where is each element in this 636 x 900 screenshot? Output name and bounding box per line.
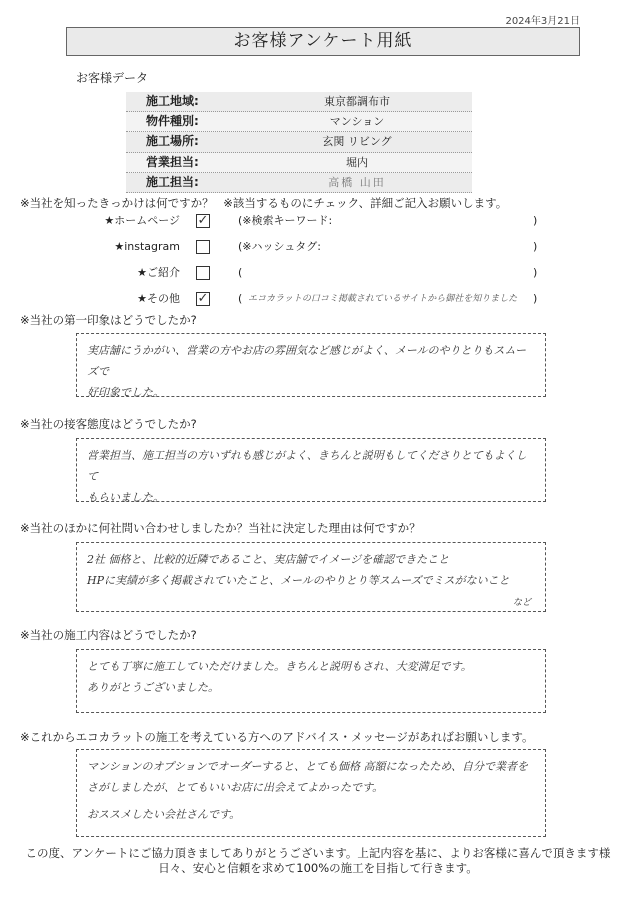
- source-label: ★instagram: [114, 240, 180, 253]
- question-source-instruction: ※該当するものにチェック、詳細ご記入お願いします。: [223, 196, 508, 210]
- source-label: ★ホームページ: [104, 214, 180, 227]
- answer-line: 実店舗にうかがい、営業の方やお店の雰囲気など感じがよく、メールのやりとりもスムーズで: [87, 344, 527, 378]
- source-row-other: [0, 289, 636, 309]
- info-value: 東京都調布市: [324, 95, 390, 108]
- info-label: 施工地域:: [146, 94, 199, 108]
- answer-line: さがしましたが、とてもいいお店に出会えてよかったです。: [87, 781, 384, 794]
- paren-close: ): [533, 214, 538, 227]
- info-row-installer: [126, 173, 472, 193]
- survey-date: 2024年3月21日: [505, 16, 580, 27]
- answer-line: ありがとうございました。: [87, 681, 219, 694]
- answer-line: 2社 価格と、比較的近隣であること、実店舗でイメージを確認できたこと: [87, 553, 450, 566]
- source-label: ★ご紹介: [137, 266, 180, 279]
- info-label: 物件種別:: [146, 114, 199, 129]
- source-detail: (※検索キーワード:: [238, 214, 333, 227]
- source-detail: (: [238, 266, 243, 279]
- answer-competitors: [76, 542, 546, 612]
- info-label: 営業担当:: [146, 154, 199, 169]
- paren-close: ): [533, 266, 538, 279]
- paren-close: ): [533, 292, 538, 305]
- answer-line: 好印象でした。: [87, 386, 164, 399]
- info-row-area: [126, 92, 472, 112]
- answer-construction: [76, 649, 546, 713]
- answer-line: マンションのオプションでオーダーすると、とても価格 高額になったため、自分で業者を: [87, 760, 529, 773]
- answer-line: 営業担当、施工担当の方いずれも感じがよく、きちんと説明もしてくださりとてもよくして: [87, 449, 527, 483]
- checkbox-instagram[interactable]: [196, 240, 210, 254]
- source-detail: (: [238, 292, 243, 305]
- source-row-instagram: [0, 237, 636, 257]
- footer-line-1: この度、アンケートにご協力頂きましてありがとうございます。上記内容を基に、よりお客様に喜んで頂きます様: [25, 846, 611, 860]
- info-value: 玄関 リビング: [322, 135, 392, 149]
- question-competitors: ※当社のほかに何社問い合わせしましたか？当社に決定した理由は何ですか？: [20, 521, 421, 535]
- answer-line: とても丁寧に施工していただけました。きちんと説明もされ、大変満足です。: [87, 660, 472, 673]
- answer-line: もらいました。: [87, 491, 164, 504]
- info-row-sales: [126, 153, 472, 173]
- checkbox-homepage[interactable]: ✓: [197, 213, 209, 228]
- info-label: 施工場所:: [146, 134, 199, 149]
- question-first-impression: ※当社の第一印象はどうでしたか?: [20, 313, 197, 327]
- info-row-location: [126, 132, 472, 152]
- question-advice: ※これからエコカラットの施工を考えている方へのアドバイス・メッセージがあればお願いします。: [20, 730, 534, 744]
- footer-line-2: 日々、安心と信頼を求めて100%の施工を目指して行きます。: [158, 861, 478, 875]
- source-detail: (※ハッシュタグ:: [238, 240, 321, 253]
- customer-data-table: [126, 92, 472, 193]
- info-value-handwritten: 高橋 山田: [328, 175, 386, 189]
- answer-first-impression: [76, 333, 546, 397]
- page-title: お客様アンケート用紙: [66, 27, 580, 56]
- source-other-note: エコカラットの口コミ掲載されているサイトから御社を知りました: [248, 294, 518, 304]
- customer-section-heading: お客様データ: [76, 71, 149, 85]
- answer-line: HPに実績が多く掲載されていたこと、メールのやりとり等スムーズでミスがないこと: [87, 574, 510, 587]
- answer-service: [76, 438, 546, 502]
- source-row-homepage: [0, 211, 636, 231]
- answer-line: など: [512, 598, 531, 608]
- source-row-referral: [0, 263, 636, 283]
- checkbox-other[interactable]: ✓: [197, 291, 209, 306]
- question-construction: ※当社の施工内容はどうでしたか?: [20, 628, 197, 642]
- source-label: ★その他: [137, 292, 180, 305]
- question-source: ※当社を知ったきっかけは何ですか？ ※該当するものにチェック、詳細ご記入お願いします。: [20, 196, 508, 210]
- info-label: 施工担当:: [146, 174, 199, 189]
- paren-close: ): [533, 240, 538, 253]
- info-value: マンション: [329, 115, 385, 129]
- info-row-property: [126, 112, 472, 132]
- answer-advice: [76, 749, 546, 837]
- answer-line: おススメしたい会社さんです。: [87, 808, 241, 821]
- checkbox-referral[interactable]: [196, 266, 210, 280]
- info-value: 堀内: [346, 155, 368, 169]
- question-service: ※当社の接客態度はどうでしたか?: [20, 417, 197, 431]
